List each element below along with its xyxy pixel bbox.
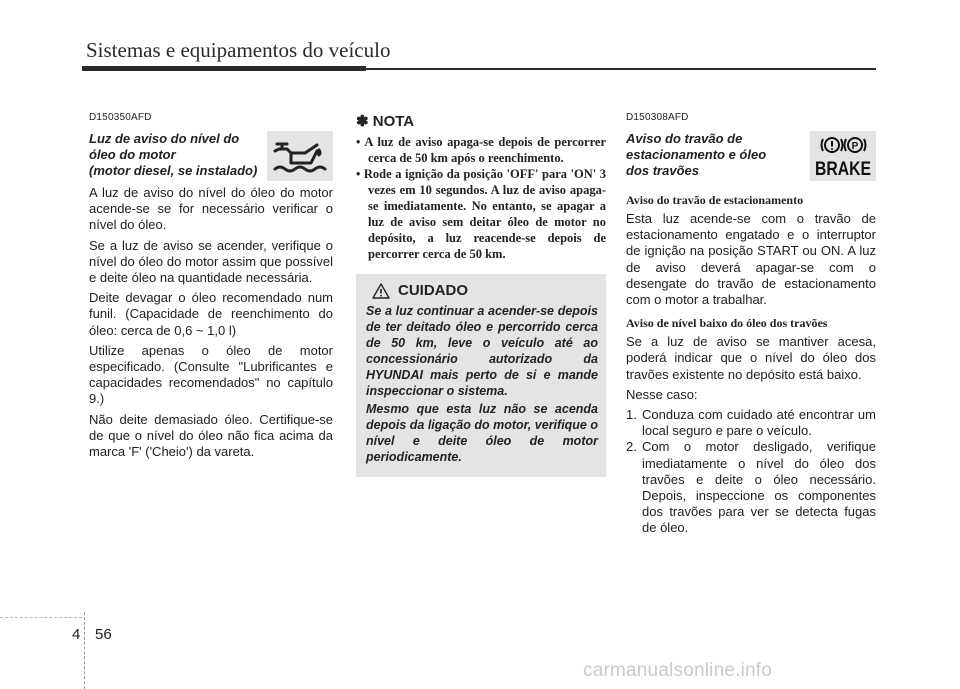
section-heading: Aviso de nível baixo do óleo dos travões — [626, 316, 828, 331]
header-rule-thin — [366, 68, 876, 70]
subtitle-line: dos travões — [626, 163, 699, 178]
caution-paragraph: Se a luz continuar a acender-se depois de ter deitado óleo e percorrido cerca de 50 km, leve o veículo até ao concessionário autorizado da HYUNDAI mais perto de si e mande inspeccionar o sistema. — [366, 304, 598, 398]
subtitle-line: óleo do motor — [89, 147, 176, 162]
subtitle-line: Luz de aviso do nível do — [89, 131, 240, 146]
page-number: 56 — [95, 626, 112, 643]
paragraph: Utilize apenas o óleo de motor especificado. (Consulte "Lubrificantes e capacidades recomendados" no capítulo 9.) — [89, 342, 333, 407]
section-heading-row — [89, 131, 333, 185]
note-list — [356, 134, 606, 262]
subtitle-line: (motor diesel, se instalado) — [89, 163, 258, 178]
section-heading: Aviso do travão de estacionamento — [626, 193, 804, 207]
paragraph: Esta luz acende-se com o travão de estacionamento engatado e o interruptor de ignição na posição START ou ON. A luz de aviso deverá apagar-se com o desengate do travão de estacionamento com o motor a trabalhar. — [626, 211, 876, 308]
steps-list — [626, 407, 876, 537]
subtitle-line: estacionamento e óleo — [626, 147, 767, 162]
paragraph: Nesse caso: — [626, 386, 698, 402]
section-heading-row — [626, 131, 876, 185]
column-engine-oil — [89, 112, 333, 464]
column-note-caution — [356, 112, 606, 477]
paragraph: A luz de aviso do nível do óleo do motor acende-se se for necessário verificar o nível do óleo. — [89, 185, 333, 233]
section-code: D150350AFD — [89, 112, 152, 123]
step-number: 1. — [626, 407, 637, 423]
footer-dashed-divider — [84, 612, 86, 689]
svg-text:P: P — [851, 141, 859, 152]
step-number: 2. — [626, 439, 637, 455]
warning-triangle-icon — [372, 283, 390, 299]
paragraph: Se a luz de aviso se mantiver acesa, poderá indicar que o nível do óleo dos travões existente no depósito está baixo. — [626, 334, 876, 382]
paragraph: Não deite demasiado óleo. Certifique-se de que o nível do óleo não fica acima da marca 'F' ('Cheio') da vareta. — [89, 411, 333, 460]
step-item — [626, 439, 876, 536]
caution-title: CUIDADO — [398, 282, 468, 299]
header-rule-thick — [82, 66, 366, 71]
section-subtitle — [626, 131, 798, 179]
page-header-title: Sistemas e equipamentos do veículo — [86, 38, 391, 62]
section-subtitle — [89, 131, 261, 179]
step-item — [626, 407, 876, 439]
watermark: carmanualsonline.info — [583, 660, 773, 681]
brake-warning-icon — [810, 131, 876, 181]
note-title: ✽ NOTA — [356, 113, 415, 130]
paragraph: Se a luz de aviso se acender, verifique o nível do óleo do motor assim que possível e deite óleo na quantidade necessária. — [89, 237, 333, 286]
section-code: D150308AFD — [626, 112, 689, 123]
note-item: • Rode a ignição da posição 'OFF' para 'ON' 3 vezes em 10 segundos. A luz de aviso apaga-se imediatamente. No entanto, se apagar a luz de aviso sem deitar óleo de motor no depósito, a luz reacende-se depois de percorrer cerca de 50 km. — [356, 167, 606, 261]
note-item: • A luz de aviso apaga-se depois de percorrer cerca de 50 km após o reenchimento. — [356, 135, 606, 165]
footer-dashed-line — [0, 617, 82, 619]
engine-oil-level-icon — [267, 131, 333, 181]
caution-paragraph: Mesmo que esta luz não se acenda depois da ligação do motor, verifique o nível e deite óleo de motor periodicamente. — [366, 402, 598, 464]
caution-header — [366, 282, 598, 299]
chapter-number: 4 — [72, 626, 81, 643]
brake-label: BRAKE — [815, 159, 871, 180]
caution-box — [356, 274, 606, 477]
paragraph: Deite devagar o óleo recomendado num funil. (Capacidade de reenchimento do óleo: cerca de 0,6 ~ 1,0 l) — [89, 290, 333, 338]
column-brake-warning — [626, 112, 876, 537]
step-text: Com o motor desligado, verifique imediatamente o nível do óleo dos travões e deite o óleo necessário. Depois, inspeccione os componentes dos travões para ver se detecta fugas de óleo. — [642, 439, 876, 536]
subtitle-line: Aviso do travão de — [626, 131, 743, 146]
step-text: Conduza com cuidado até encontrar um local seguro e pare o veículo. — [642, 407, 876, 439]
